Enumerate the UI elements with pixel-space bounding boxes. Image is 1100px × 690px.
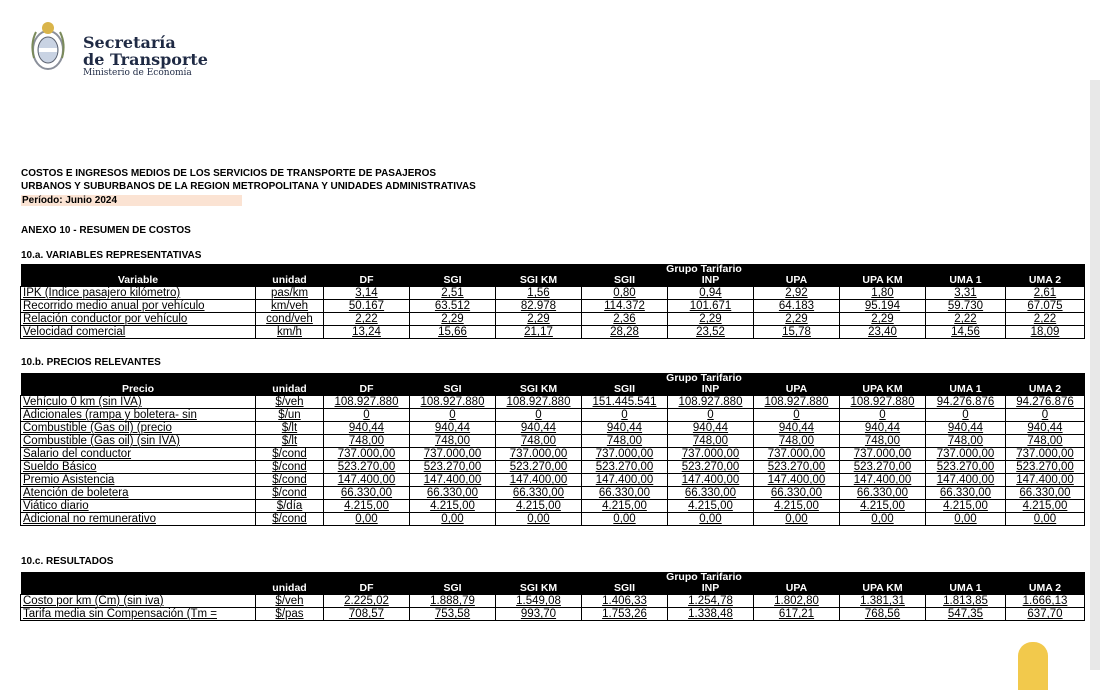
row-label: Vehículo 0 km (sin IVA): [21, 396, 256, 409]
value-cell: 108.927.880: [754, 396, 840, 409]
value-cell: 4.215,00: [324, 500, 410, 513]
group-header: UPA: [754, 384, 840, 396]
row-unit: $/cond: [256, 487, 324, 500]
table-row: [21, 409, 1085, 422]
table-row: [21, 500, 1085, 513]
annex-title: ANEXO 10 - RESUMEN DE COSTOS: [21, 225, 191, 236]
first-column-header: Precio: [21, 384, 256, 396]
value-cell: 50.167: [324, 300, 410, 313]
table-row: [21, 608, 1085, 621]
value-cell: 2,22: [324, 313, 410, 326]
value-cell: 0: [668, 409, 754, 422]
value-cell: 4.215,00: [496, 500, 582, 513]
table-row: [21, 422, 1085, 435]
row-unit: $/cond: [256, 461, 324, 474]
value-cell: 23,40: [840, 326, 926, 339]
value-cell: 59.730: [926, 300, 1006, 313]
table-row: [21, 435, 1085, 448]
value-cell: 108.927.880: [840, 396, 926, 409]
value-cell: 2,29: [410, 313, 496, 326]
value-cell: 147.400,00: [1006, 474, 1085, 487]
table-row: [21, 287, 1085, 300]
grupo-tarifario-header: Grupo Tarifario: [324, 264, 1085, 275]
value-cell: 108.927.880: [410, 396, 496, 409]
value-cell: 0: [410, 409, 496, 422]
value-cell: 1.549,08: [496, 595, 582, 608]
value-cell: 147.400,00: [496, 474, 582, 487]
value-cell: 1.802,80: [754, 595, 840, 608]
header-row-columns: [21, 275, 1085, 287]
group-header: UPA KM: [840, 384, 926, 396]
value-cell: 67.075: [1006, 300, 1085, 313]
row-unit: $/pas: [256, 608, 324, 621]
group-header: UMA 1: [926, 384, 1006, 396]
value-cell: 940,44: [840, 422, 926, 435]
value-cell: 523.270,00: [840, 461, 926, 474]
value-cell: 114.372: [582, 300, 668, 313]
value-cell: 2,51: [410, 287, 496, 300]
table-row: [21, 313, 1085, 326]
value-cell: 4.215,00: [840, 500, 926, 513]
value-cell: 748,00: [410, 435, 496, 448]
group-header: SGII: [582, 275, 668, 287]
table-row: [21, 461, 1085, 474]
row-unit: $/lt: [256, 435, 324, 448]
logo-line-3: Ministerio de Economía: [83, 68, 192, 78]
row-label: Adicionales (rampa y boletera- sin: [21, 409, 256, 422]
group-header: DF: [324, 275, 410, 287]
row-label: Relación conductor por vehículo: [21, 313, 256, 326]
group-header: SGI: [410, 275, 496, 287]
value-cell: 0,00: [926, 513, 1006, 526]
value-cell: 523.270,00: [582, 461, 668, 474]
value-cell: 748,00: [582, 435, 668, 448]
value-cell: 1.381,31: [840, 595, 926, 608]
row-label: Viático diario: [21, 500, 256, 513]
value-cell: 0: [496, 409, 582, 422]
value-cell: 1.888,79: [410, 595, 496, 608]
value-cell: 63.512: [410, 300, 496, 313]
value-cell: 737.000,00: [1006, 448, 1085, 461]
value-cell: 737.000,00: [324, 448, 410, 461]
value-cell: 2,92: [754, 287, 840, 300]
row-unit: $/cond: [256, 513, 324, 526]
group-header: UMA 1: [926, 583, 1006, 595]
grupo-tarifario-header: Grupo Tarifario: [324, 373, 1085, 384]
value-cell: 0,00: [754, 513, 840, 526]
periodo-label: Período: Junio 2024: [21, 195, 242, 206]
resultados-table: [20, 572, 1085, 621]
row-label: Costo por km (Cm) (sin iva): [21, 595, 256, 608]
value-cell: 637,70: [1006, 608, 1085, 621]
row-label: Tarifa media sin Compensación (Tm =: [21, 608, 256, 621]
value-cell: 13,24: [324, 326, 410, 339]
value-cell: 66.330,00: [840, 487, 926, 500]
value-cell: 2,29: [496, 313, 582, 326]
table-row: [21, 487, 1085, 500]
value-cell: 523.270,00: [410, 461, 496, 474]
value-cell: 147.400,00: [840, 474, 926, 487]
value-cell: 748,00: [754, 435, 840, 448]
value-cell: 940,44: [754, 422, 840, 435]
group-header: UMA 2: [1006, 275, 1085, 287]
table-row: [21, 474, 1085, 487]
value-cell: 0: [754, 409, 840, 422]
value-cell: 66.330,00: [926, 487, 1006, 500]
doc-title-line-2: URBANOS Y SUBURBANOS DE LA REGION METROPOLITANA Y UNIDADES ADMINISTRATIVAS: [21, 181, 476, 192]
value-cell: 748,00: [668, 435, 754, 448]
value-cell: 940,44: [410, 422, 496, 435]
value-cell: 147.400,00: [324, 474, 410, 487]
value-cell: 1.666,13: [1006, 595, 1085, 608]
value-cell: 0,94: [668, 287, 754, 300]
row-label: Combustible (Gas oil) (sin IVA): [21, 435, 256, 448]
value-cell: 4.215,00: [410, 500, 496, 513]
group-header: SGI KM: [496, 384, 582, 396]
value-cell: 4.215,00: [582, 500, 668, 513]
row-label: Premio Asistencia: [21, 474, 256, 487]
value-cell: 4.215,00: [754, 500, 840, 513]
group-header: UPA KM: [840, 583, 926, 595]
row-unit: km/h: [256, 326, 324, 339]
value-cell: 737.000,00: [410, 448, 496, 461]
value-cell: 940,44: [324, 422, 410, 435]
value-cell: 1.753,26: [582, 608, 668, 621]
value-cell: 18,09: [1006, 326, 1085, 339]
group-header: UPA KM: [840, 275, 926, 287]
row-unit: cond/veh: [256, 313, 324, 326]
group-header: DF: [324, 583, 410, 595]
value-cell: 940,44: [926, 422, 1006, 435]
value-cell: 3,14: [324, 287, 410, 300]
variables-table: [20, 264, 1085, 339]
value-cell: 547,35: [926, 608, 1006, 621]
value-cell: 940,44: [582, 422, 668, 435]
value-cell: 66.330,00: [1006, 487, 1085, 500]
value-cell: 0: [926, 409, 1006, 422]
value-cell: 94.276.876: [1006, 396, 1085, 409]
value-cell: 768,56: [840, 608, 926, 621]
value-cell: 0,80: [582, 287, 668, 300]
value-cell: 147.400,00: [754, 474, 840, 487]
group-header: SGI KM: [496, 275, 582, 287]
table-row: [21, 396, 1085, 409]
row-unit: $/veh: [256, 595, 324, 608]
value-cell: 523.270,00: [668, 461, 754, 474]
value-cell: 66.330,00: [324, 487, 410, 500]
value-cell: 66.330,00: [496, 487, 582, 500]
value-cell: 0,00: [496, 513, 582, 526]
row-unit: $/un: [256, 409, 324, 422]
value-cell: 1.254,78: [668, 595, 754, 608]
value-cell: 737.000,00: [582, 448, 668, 461]
section-title-a: 10.a. VARIABLES REPRESENTATIVAS: [21, 250, 202, 261]
value-cell: 0: [582, 409, 668, 422]
value-cell: 617,21: [754, 608, 840, 621]
value-cell: 2,22: [1006, 313, 1085, 326]
group-header: SGII: [582, 384, 668, 396]
value-cell: 737.000,00: [754, 448, 840, 461]
value-cell: 748,00: [496, 435, 582, 448]
value-cell: 66.330,00: [410, 487, 496, 500]
table-row: [21, 326, 1085, 339]
coat-of-arms-icon: [28, 14, 68, 80]
value-cell: 66.330,00: [668, 487, 754, 500]
value-cell: 15,78: [754, 326, 840, 339]
value-cell: 82.978: [496, 300, 582, 313]
table-row: [21, 595, 1085, 608]
value-cell: 748,00: [840, 435, 926, 448]
value-cell: 2,29: [668, 313, 754, 326]
group-header: SGI: [410, 583, 496, 595]
value-cell: 708,57: [324, 608, 410, 621]
value-cell: 66.330,00: [754, 487, 840, 500]
value-cell: 1.338,48: [668, 608, 754, 621]
row-unit: $/cond: [256, 448, 324, 461]
group-header: INP: [668, 275, 754, 287]
doc-title-line-1: COSTOS E INGRESOS MEDIOS DE LOS SERVICIOS DE TRANSPORTE DE PASAJEROS: [21, 168, 437, 179]
value-cell: 14,56: [926, 326, 1006, 339]
value-cell: 1.813,85: [926, 595, 1006, 608]
header-row-columns: [21, 384, 1085, 396]
value-cell: 0: [1006, 409, 1085, 422]
value-cell: 2,22: [926, 313, 1006, 326]
value-cell: 23,52: [668, 326, 754, 339]
value-cell: 95.194: [840, 300, 926, 313]
row-unit: $/veh: [256, 396, 324, 409]
value-cell: 0,00: [324, 513, 410, 526]
group-header: UPA: [754, 275, 840, 287]
group-header: UMA 2: [1006, 583, 1085, 595]
value-cell: 737.000,00: [668, 448, 754, 461]
value-cell: 147.400,00: [668, 474, 754, 487]
scroll-handle[interactable]: [1018, 642, 1048, 690]
group-header: INP: [668, 583, 754, 595]
value-cell: 2,61: [1006, 287, 1085, 300]
grupo-tarifario-header: Grupo Tarifario: [324, 572, 1085, 583]
row-unit: $/día: [256, 500, 324, 513]
row-unit: km/veh: [256, 300, 324, 313]
value-cell: 101.671: [668, 300, 754, 313]
value-cell: 523.270,00: [496, 461, 582, 474]
value-cell: 108.927.880: [496, 396, 582, 409]
unidad-header: unidad: [256, 275, 324, 287]
row-unit: $/lt: [256, 422, 324, 435]
group-header: SGI KM: [496, 583, 582, 595]
group-header: INP: [668, 384, 754, 396]
value-cell: 1,56: [496, 287, 582, 300]
group-header: UMA 2: [1006, 384, 1085, 396]
value-cell: 737.000,00: [496, 448, 582, 461]
value-cell: 0,00: [582, 513, 668, 526]
row-unit: $/cond: [256, 474, 324, 487]
row-label: Velocidad comercial: [21, 326, 256, 339]
table-row: [21, 448, 1085, 461]
value-cell: 4.215,00: [668, 500, 754, 513]
value-cell: 94.276.876: [926, 396, 1006, 409]
value-cell: 737.000,00: [840, 448, 926, 461]
value-cell: 940,44: [496, 422, 582, 435]
value-cell: 0: [840, 409, 926, 422]
value-cell: 523.270,00: [754, 461, 840, 474]
row-label: IPK (Índice pasajero kilómetro): [21, 287, 256, 300]
logo-line-2: de Transporte: [83, 50, 208, 69]
scrollbar-track[interactable]: [1090, 80, 1100, 670]
value-cell: 523.270,00: [324, 461, 410, 474]
row-label: Salario del conductor: [21, 448, 256, 461]
row-unit: pas/km: [256, 287, 324, 300]
row-label: Atención de boletera: [21, 487, 256, 500]
value-cell: 64.183: [754, 300, 840, 313]
value-cell: 151.445.541: [582, 396, 668, 409]
value-cell: 748,00: [926, 435, 1006, 448]
value-cell: 15,66: [410, 326, 496, 339]
table-row: [21, 300, 1085, 313]
value-cell: 748,00: [324, 435, 410, 448]
value-cell: 2,36: [582, 313, 668, 326]
value-cell: 28,28: [582, 326, 668, 339]
first-column-header: [21, 583, 256, 595]
group-header: SGII: [582, 583, 668, 595]
unidad-header: unidad: [256, 384, 324, 396]
value-cell: 940,44: [668, 422, 754, 435]
row-label: Combustible (Gas oil) (precio: [21, 422, 256, 435]
section-title-c: 10.c. RESULTADOS: [21, 556, 114, 567]
value-cell: 4.215,00: [1006, 500, 1085, 513]
value-cell: 108.927.880: [668, 396, 754, 409]
value-cell: 0,00: [840, 513, 926, 526]
row-label: Sueldo Básico: [21, 461, 256, 474]
first-column-header: Variable: [21, 275, 256, 287]
group-header: DF: [324, 384, 410, 396]
value-cell: 523.270,00: [1006, 461, 1085, 474]
value-cell: 737.000,00: [926, 448, 1006, 461]
value-cell: 1,80: [840, 287, 926, 300]
value-cell: 147.400,00: [926, 474, 1006, 487]
value-cell: 2,29: [840, 313, 926, 326]
group-header: SGI: [410, 384, 496, 396]
value-cell: 0: [324, 409, 410, 422]
group-header: UPA: [754, 583, 840, 595]
logo-text: [83, 34, 208, 79]
value-cell: 2,29: [754, 313, 840, 326]
value-cell: 108.927.880: [324, 396, 410, 409]
value-cell: 2.225,02: [324, 595, 410, 608]
unidad-header: unidad: [256, 583, 324, 595]
value-cell: 0,00: [1006, 513, 1085, 526]
row-label: Recorrido medio anual por vehículo: [21, 300, 256, 313]
value-cell: 748,00: [1006, 435, 1085, 448]
table-row: [21, 513, 1085, 526]
logo-line-1: Secretaría: [83, 33, 176, 52]
precios-table: [20, 373, 1085, 526]
value-cell: 523.270,00: [926, 461, 1006, 474]
value-cell: 0,00: [410, 513, 496, 526]
group-header: UMA 1: [926, 275, 1006, 287]
value-cell: 21,17: [496, 326, 582, 339]
value-cell: 4.215,00: [926, 500, 1006, 513]
value-cell: 753,58: [410, 608, 496, 621]
value-cell: 1.406,33: [582, 595, 668, 608]
header-row-columns: [21, 583, 1085, 595]
value-cell: 66.330,00: [582, 487, 668, 500]
value-cell: 147.400,00: [410, 474, 496, 487]
value-cell: 3,31: [926, 287, 1006, 300]
section-title-b: 10.b. PRECIOS RELEVANTES: [21, 357, 161, 368]
value-cell: 0,00: [668, 513, 754, 526]
value-cell: 993,70: [496, 608, 582, 621]
value-cell: 940,44: [1006, 422, 1085, 435]
value-cell: 147.400,00: [582, 474, 668, 487]
row-label: Adicional no remunerativo: [21, 513, 256, 526]
